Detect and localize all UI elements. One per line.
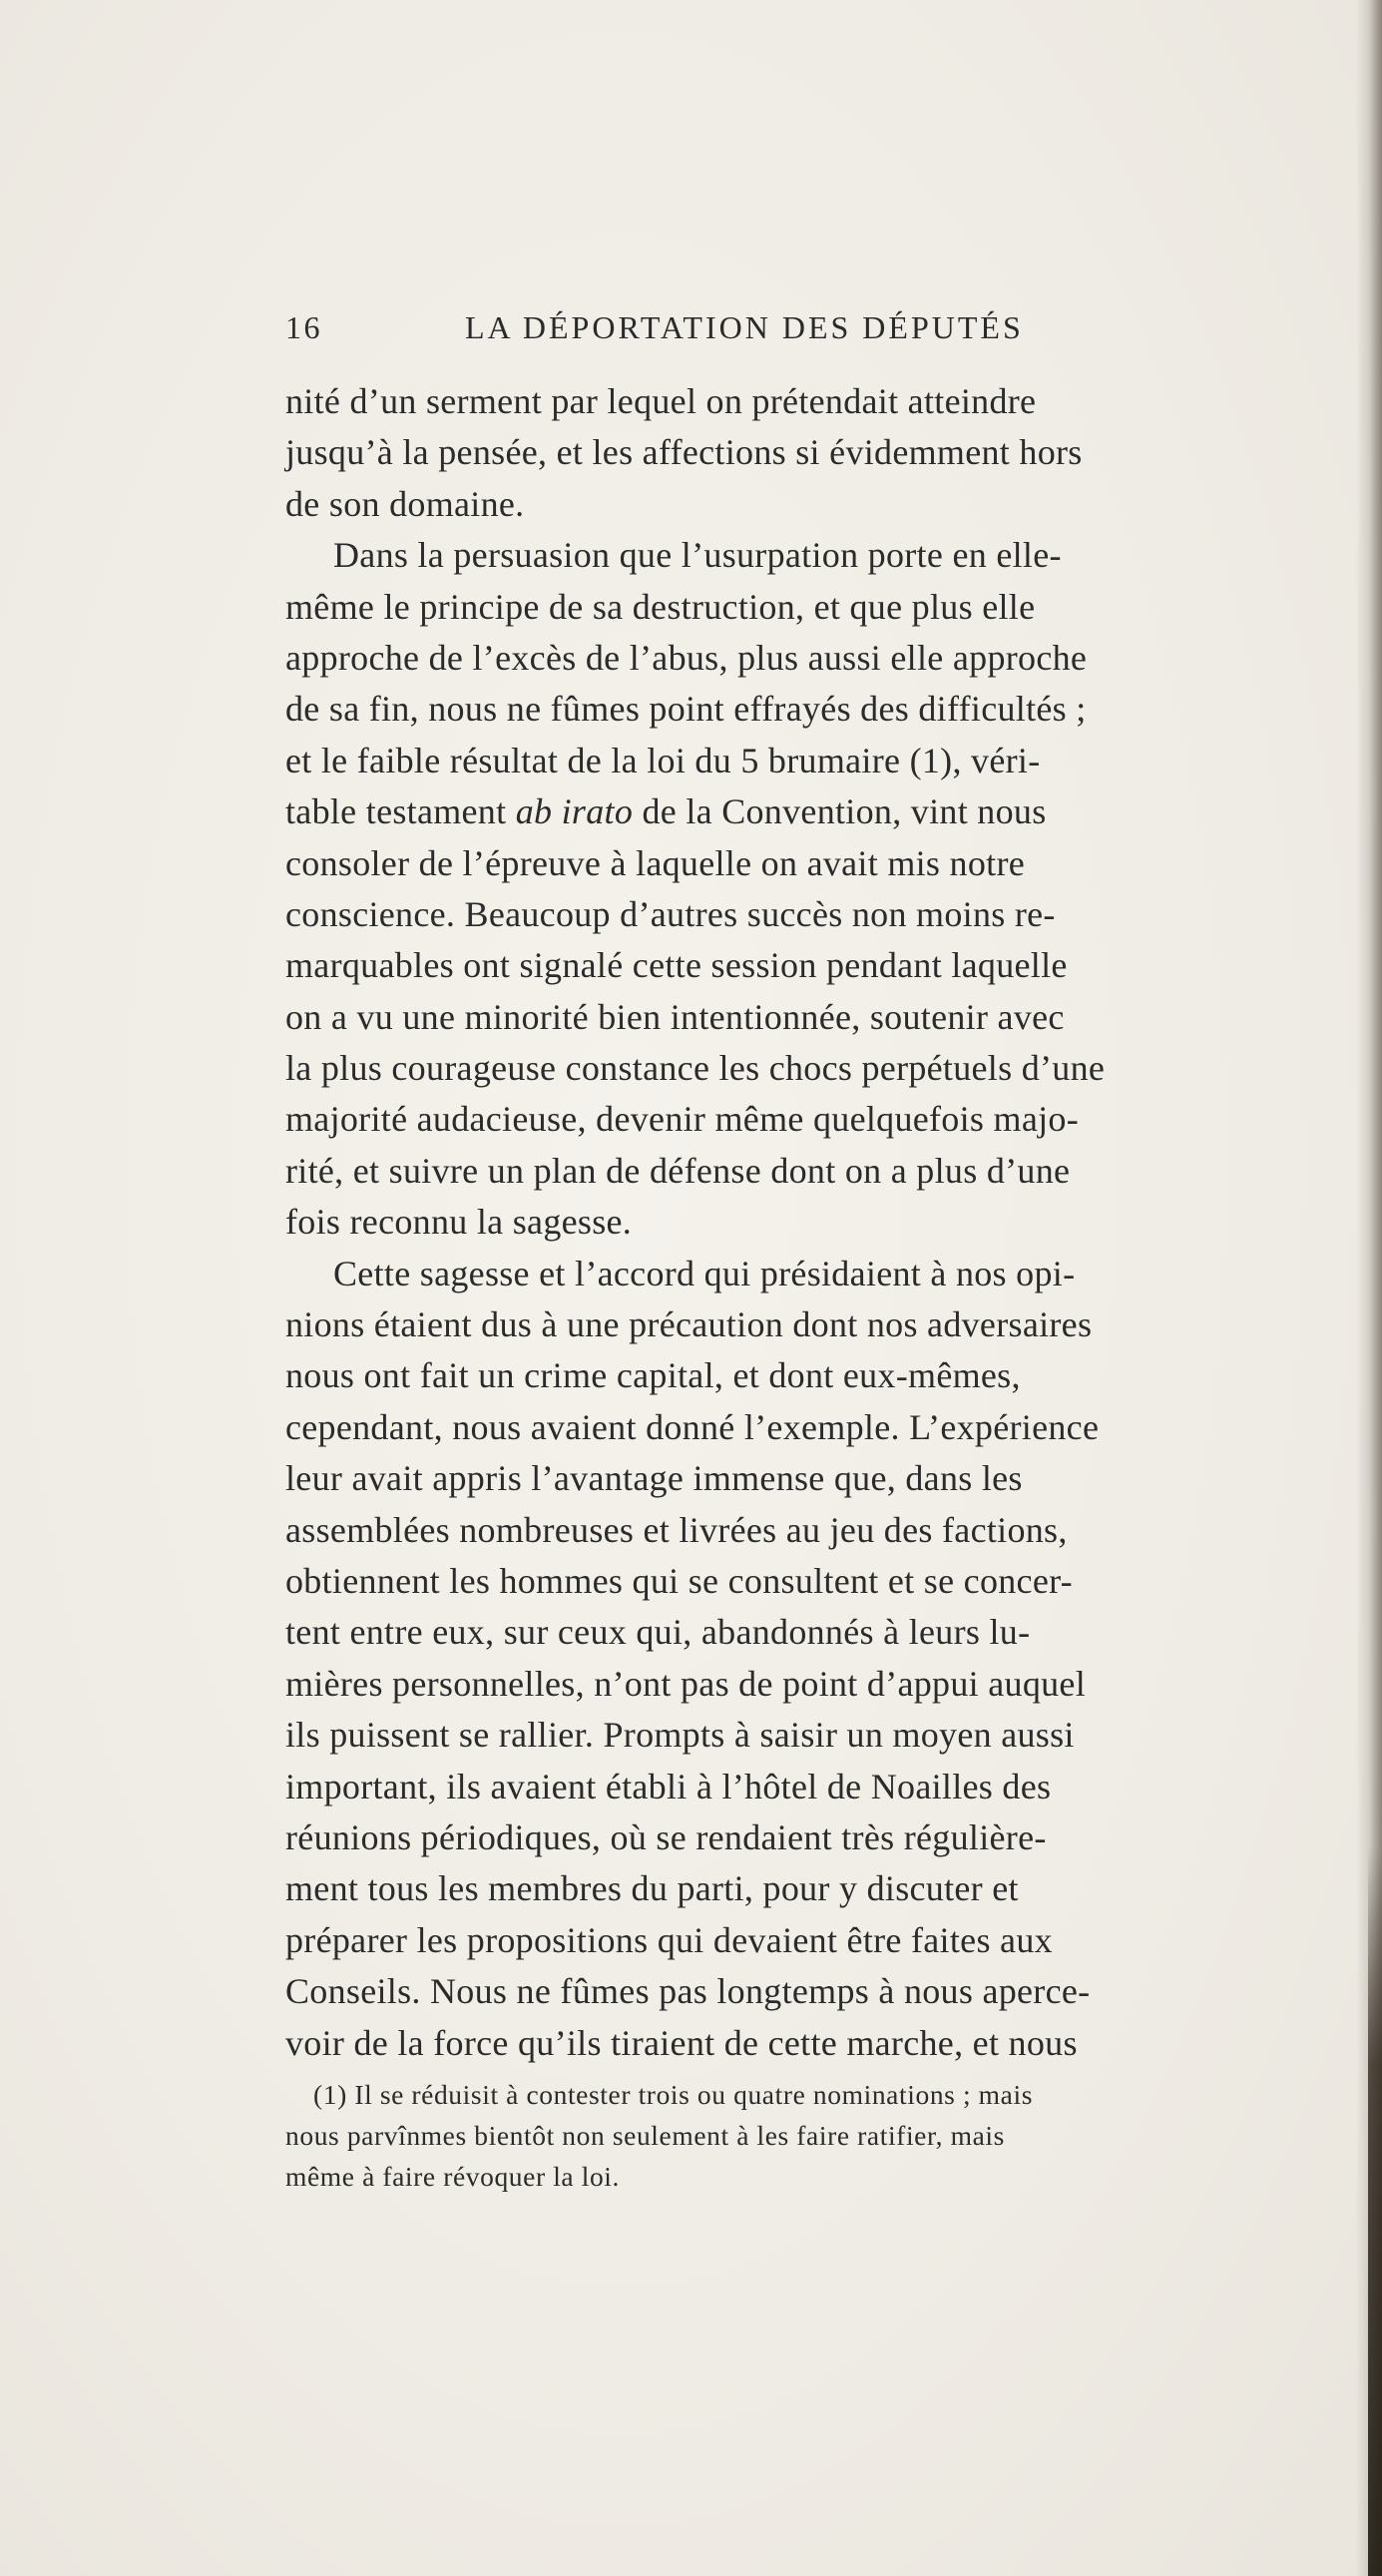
text-line: conscience. Beaucoup d’autres succès non moins re- xyxy=(285,893,1056,934)
text-line: obtiennent les hommes qui se consultent et se concer- xyxy=(285,1560,1073,1601)
text-line: assemblées nombreuses et livrées au jeu des factions, xyxy=(285,1509,1068,1550)
footnote xyxy=(285,2074,1323,2197)
text-line: nous ont fait un crime capital, et dont eux-mêmes, xyxy=(285,1355,1021,1396)
text-line: Cette sagesse et l’accord qui présidaient à nos opi- xyxy=(333,1253,1076,1293)
footnote-line: même à faire révoquer la loi. xyxy=(285,2161,621,2192)
text-line xyxy=(285,786,1323,837)
running-title: LA DÉPORTATION DES DÉPUTÉS xyxy=(465,309,1024,345)
text-line: marquables ont signalé cette session pendant laquelle xyxy=(285,945,1068,986)
text-line: voir de la force qu’ils tiraient de cette marche, et nous xyxy=(285,2022,1078,2063)
text-fragment: table testament xyxy=(285,791,516,832)
page-number: 16 xyxy=(285,309,322,345)
text-line: jusqu’à la pensée, et les affections si évidemment hors xyxy=(285,432,1083,473)
italic-phrase: ab irato xyxy=(515,791,634,832)
text-line: Conseils. Nous ne fûmes pas longtemps à nous aperce- xyxy=(285,1971,1091,2012)
page-edge-dark xyxy=(1368,1846,1382,2576)
text-line: ment tous les membres du parti, pour y discuter et xyxy=(285,1868,1019,1909)
text-line: approche de l’excès de l’abus, plus aussi elle approche xyxy=(285,637,1088,678)
text-line: leur avait appris l’avantage immense que, dans les xyxy=(285,1458,1023,1499)
body-text xyxy=(285,376,1323,2069)
text-line: ils puissent se rallier. Prompts à saisir un moyen aussi xyxy=(285,1715,1075,1756)
text-line: nions étaient dus à une précaution dont nos adversaires xyxy=(285,1304,1093,1345)
footnote-line: nous parvînmes bientôt non seulement à les faire ratifier, mais xyxy=(285,2120,1005,2151)
text-line: majorité audacieuse, devenir même quelquefois majo- xyxy=(285,1099,1079,1140)
text-line: important, ils avaient établi à l’hôtel de Noailles des xyxy=(285,1766,1052,1806)
text-line: réunions périodiques, où se rendaient très régulière- xyxy=(285,1816,1047,1857)
text-line: on a vu une minorité bien intentionnée, soutenir avec xyxy=(285,996,1065,1037)
text-line: rité, et suivre un plan de défense dont on a plus d’une xyxy=(285,1150,1071,1191)
text-line: préparer les propositions qui devaient être faites aux xyxy=(285,1919,1053,1960)
text-line: la plus courageuse constance les chocs perpétuels d’une xyxy=(285,1048,1106,1089)
text-line: fois reconnu la sagesse. xyxy=(285,1202,633,1243)
text-line: consoler de l’épreuve à laquelle on avait mis notre xyxy=(285,842,1026,883)
footnote-line: (1) Il se réduisit à contester trois ou quatre nominations ; mais xyxy=(313,2079,1033,2110)
text-line: Dans la persuasion que l’usurpation porte en elle- xyxy=(333,535,1062,576)
text-fragment: de la Convention, vint nous xyxy=(633,791,1047,832)
text-line: et le faible résultat de la loi du 5 brumaire (1), véri- xyxy=(285,740,1041,780)
text-line: même le principe de sa destruction, et que plus elle xyxy=(285,586,1036,627)
text-line: tent entre eux, sur ceux qui, abandonnés à leurs lu- xyxy=(285,1612,1031,1653)
text-line: nité d’un serment par lequel on prétendait atteindre xyxy=(285,381,1037,421)
text-line: mières personnelles, n’ont pas de point d’appui auquel xyxy=(285,1663,1086,1704)
text-line: de son domaine. xyxy=(285,483,525,524)
text-line: cependant, nous avaient donné l’exemple. L’expérience xyxy=(285,1406,1100,1447)
text-line: de sa fin, nous ne fûmes point effrayés des difficultés ; xyxy=(285,689,1087,730)
page-header xyxy=(285,309,1163,359)
